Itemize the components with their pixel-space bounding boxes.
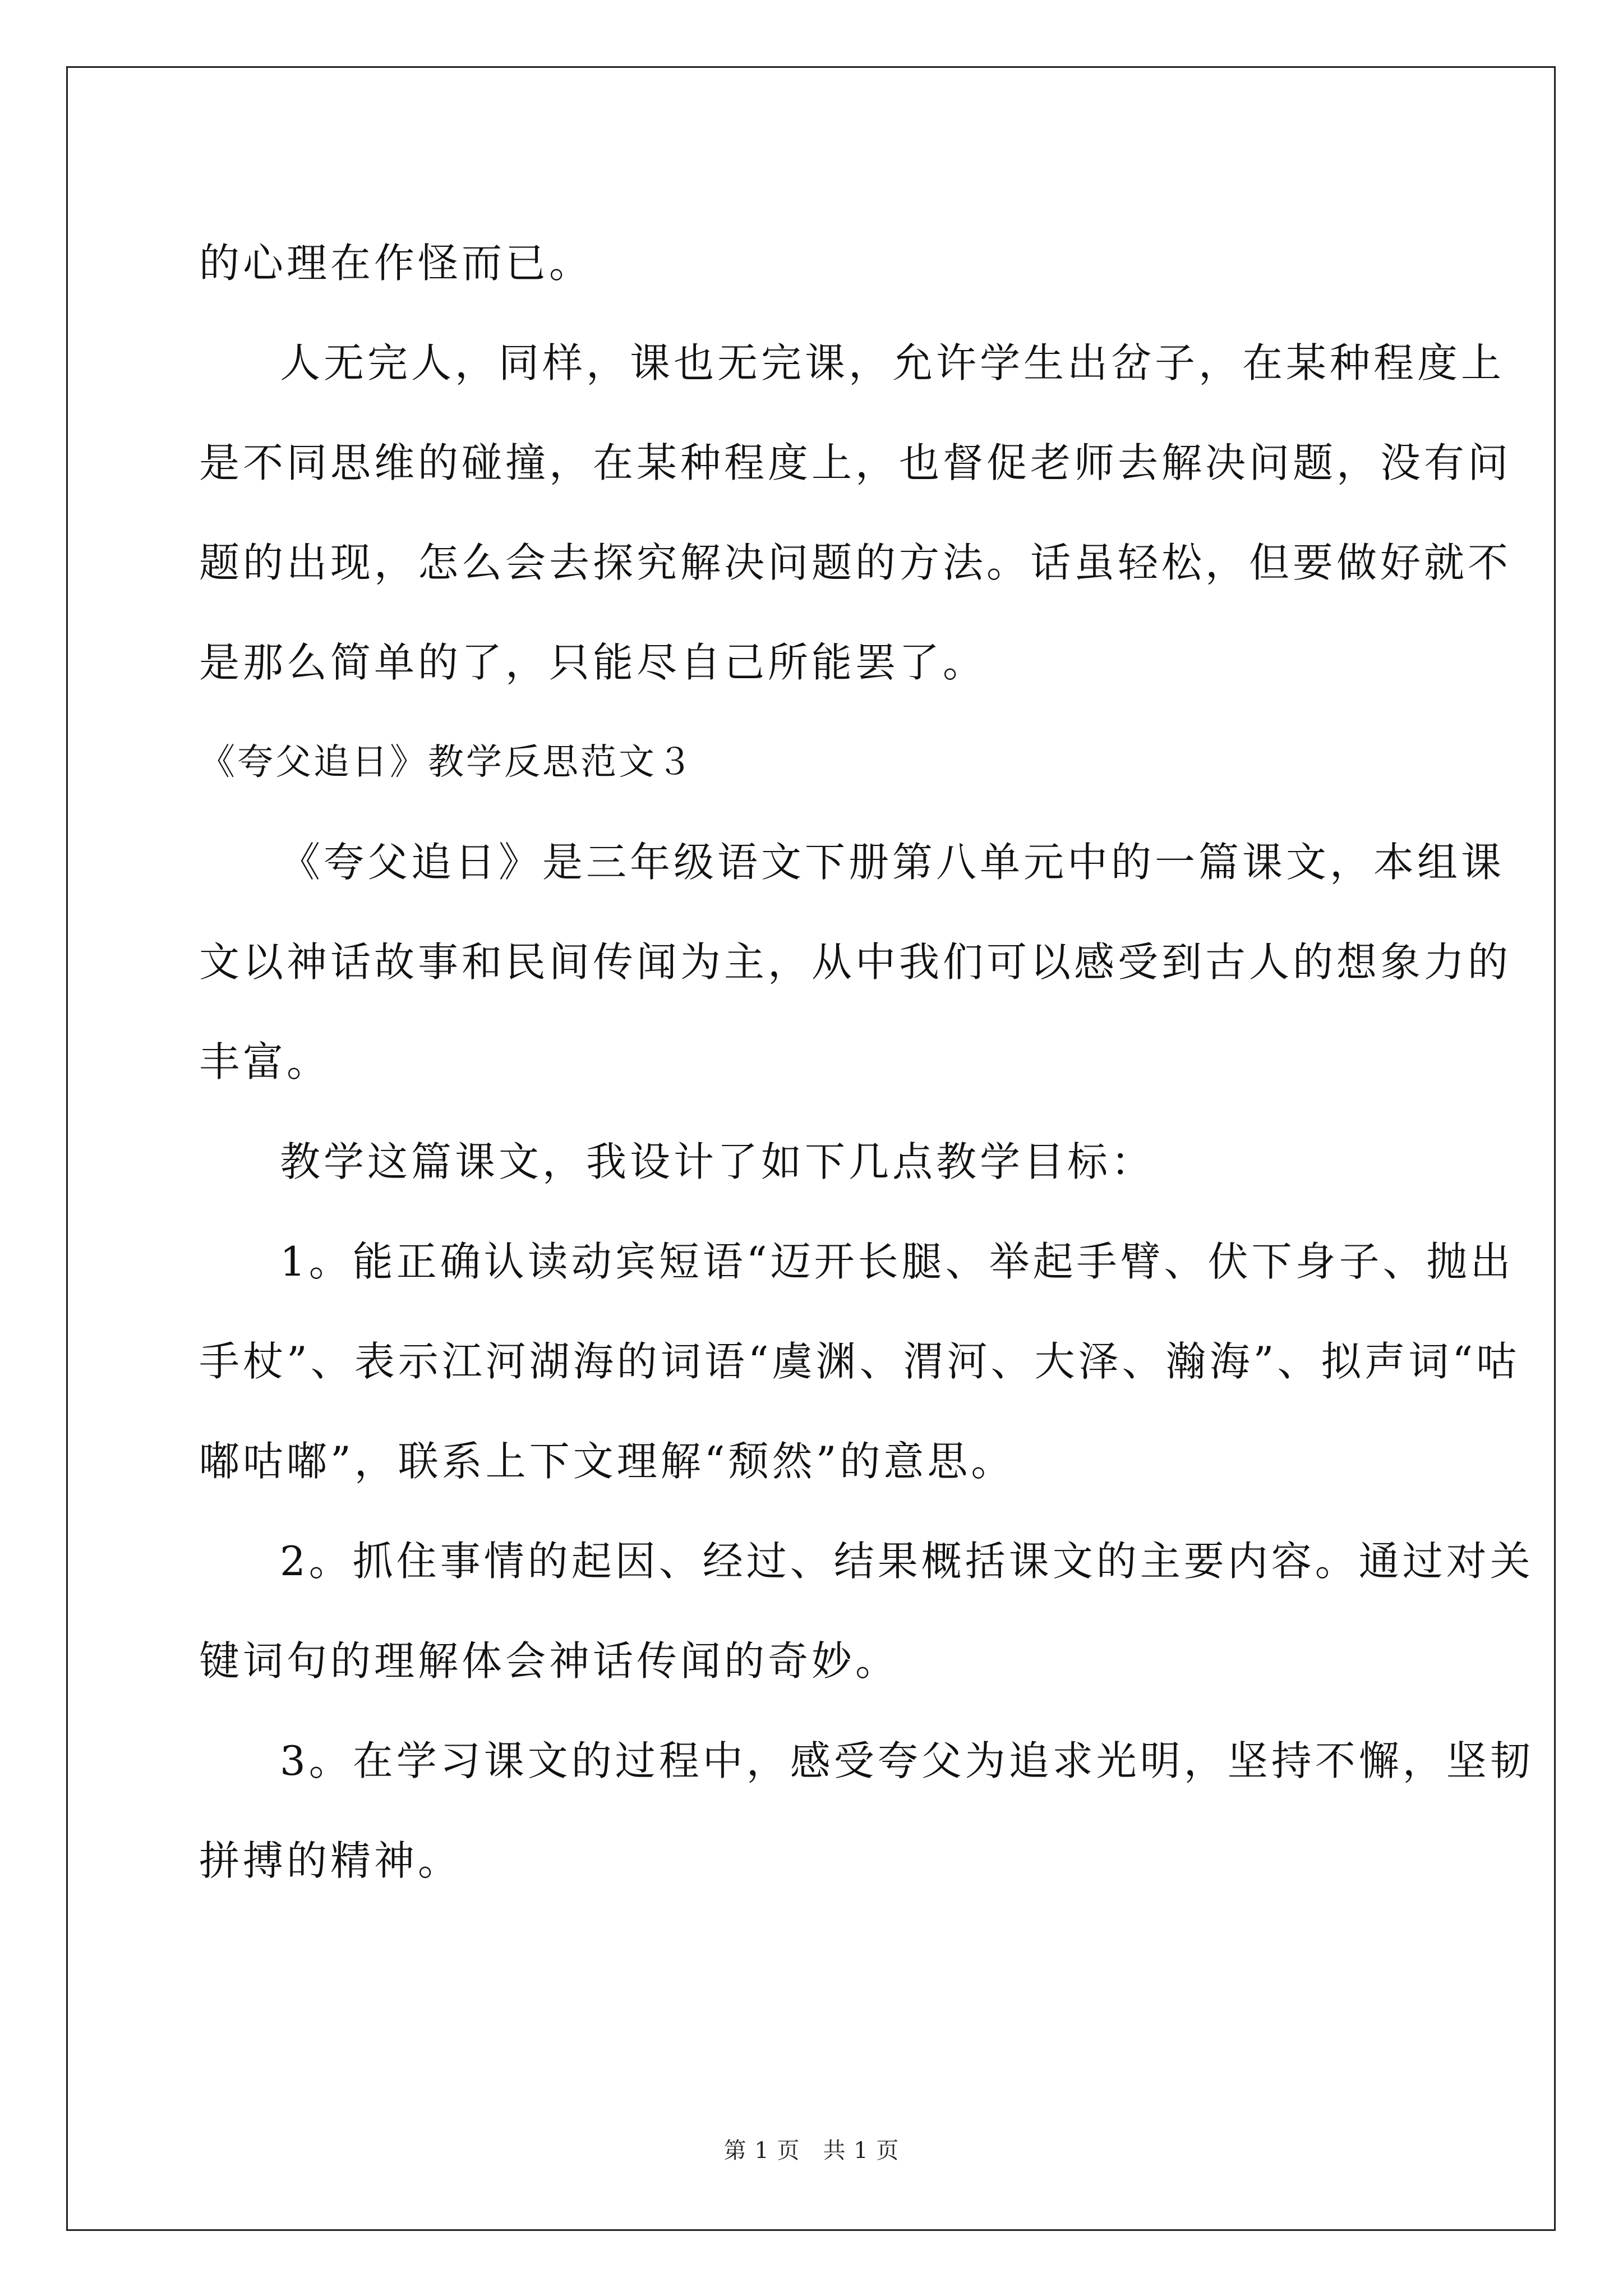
document-body bbox=[199, 213, 1534, 1911]
text-line: 文以神话故事和民间传闻为主，从中我们可以感受到古人的想象力的 bbox=[199, 938, 1512, 986]
text-line: 手杖”、表示江河湖海的词语“虞渊、渭河、大泽、瀚海”、拟声词“咕 bbox=[199, 1338, 1520, 1385]
list-item: 2。抓住事情的起因、经过、结果概括课文的主要内容。通过对关 bbox=[280, 1538, 1534, 1585]
text-line: 题的出现，怎么会去探究解决问题的方法。话虽轻松，但要做好就不 bbox=[199, 539, 1512, 586]
page-number-footer: 第 1 页 共 1 页 bbox=[723, 2138, 900, 2164]
text-line: 拼搏的精神。 bbox=[199, 1837, 462, 1884]
text-line: 是那么简单的了，只能尽自己所能罢了。 bbox=[199, 639, 987, 686]
list-item: 3。在学习课文的过程中，感受夸父为追求光明，坚持不懈，坚韧 bbox=[280, 1737, 1534, 1784]
text-line: 教学这篇课文，我设计了如下几点教学目标： bbox=[280, 1138, 1155, 1185]
text-line: 是不同思维的碰撞，在某种程度上，也督促老师去解决问题，没有问 bbox=[199, 439, 1512, 486]
list-item: 1。能正确认读动宾短语“迈开长腿、举起手臂、伏下身子、抛出 bbox=[280, 1238, 1514, 1285]
text-line: 丰富。 bbox=[199, 1038, 331, 1085]
text-line: 的心理在作怪而已。 bbox=[199, 240, 593, 287]
text-line: 人无完人，同样，课也无完课，允许学生出岔子，在某种程度上 bbox=[280, 339, 1505, 386]
text-line: 嘟咕嘟”，联系上下文理解“颓然”的意思。 bbox=[199, 1438, 1015, 1485]
section-heading: 《夸父追日》教学反思范文３ bbox=[199, 742, 695, 783]
text-line: 键词句的理解体会神话传闻的奇妙。 bbox=[199, 1637, 900, 1685]
text-line: 《夸父追日》是三年级语文下册第八单元中的一篇课文，本组课 bbox=[280, 839, 1505, 886]
